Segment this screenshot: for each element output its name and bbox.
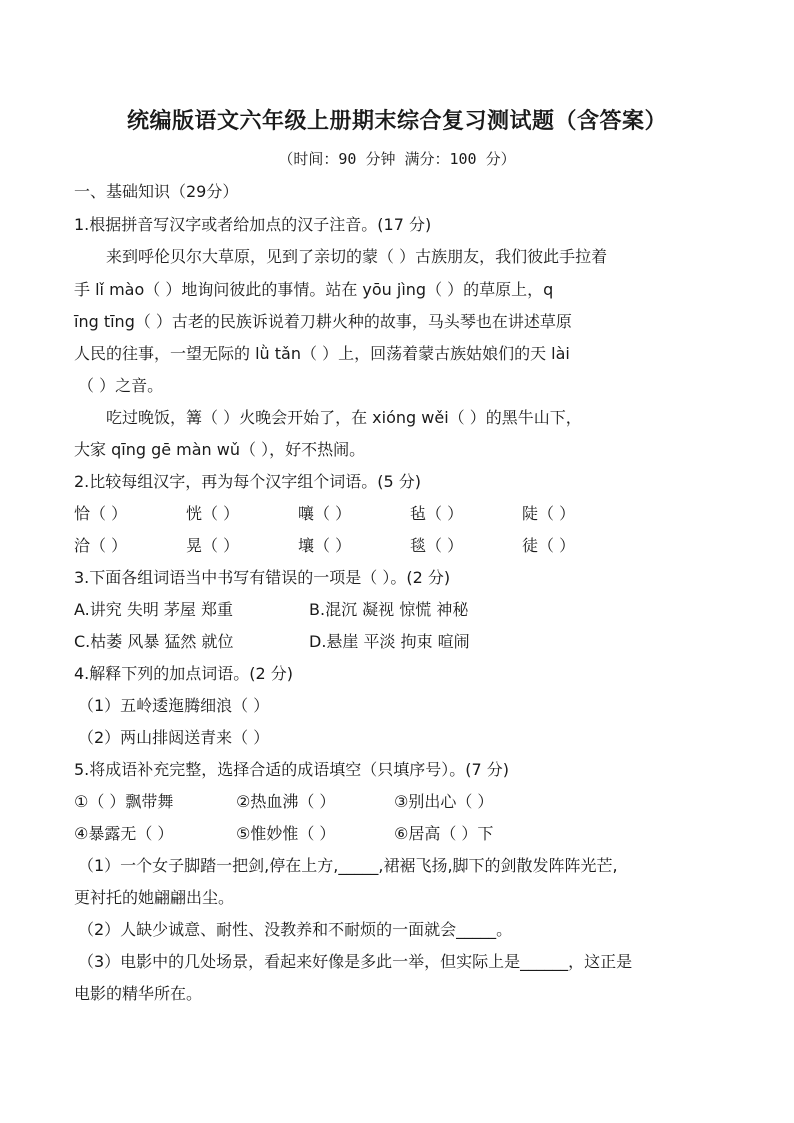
q1-line: 手 lǐ mào（ ）地询问彼此的事情。站在 yōu jìng（ ）的草原上，q [74,280,554,299]
q5-idiom: ⑤惟妙惟（ ） [236,824,336,843]
q2-item: 陡（ ） [522,504,576,523]
q5-idiom: ③别出心（ ） [394,792,494,811]
q5-idiom: ①（ ）飘带舞 [74,792,174,811]
q2-title: 2.比较每组汉字，再为每个汉字组个词语。(5 分) [74,472,422,491]
q1-line: 大家 qīng gē màn wǔ（ ），好不热闹。 [74,440,366,459]
q4-item: （2）两山排闼送青来（ ） [78,728,270,747]
q3-option-d: D.悬崖 平淡 拘束 喧闹 [309,632,470,651]
q2-item: 恍（ ） [186,504,240,523]
q4-item: （1）五岭逶迤腾细浪（ ） [78,696,270,715]
q3-option-c: C.枯萎 风暴 猛然 就位 [74,632,234,651]
q5-item: （1）一个女子脚踏一把剑,停在上方,_____,裙裾飞扬,脚下的剑散发阵阵光芒, [78,856,618,875]
q1-line: 人民的往事，一望无际的 lǜ tǎn（ ）上，回荡着蒙古族姑娘们的天 lài [74,344,570,363]
q5-idiom-row [74,823,552,845]
q1-line: 吃过晚饭，篝（ ）火晚会开始了，在 xióng wěi（ ）的黑牛山下， [106,408,582,427]
page-title: 统编版语文六年级上册期末综合复习测试题（含答案） [126,109,667,134]
page-subtitle: （时间：90 分钟 满分：100 分） [278,150,516,168]
q2-item: 嚷（ ） [298,504,352,523]
q1-line: īng tīng（ ）古老的民族诉说着刀耕火种的故事，马头琴也在讲述草原 [74,312,572,331]
q5-idiom-row [74,791,552,813]
q3-option-a: A.讲究 失明 茅屋 郑重 [74,600,234,619]
q5-idiom: ②热血沸（ ） [236,792,336,811]
q3-title: 3.下面各组词语当中书写有错误的一项是（ ）。(2 分) [74,568,451,587]
q2-row [74,535,634,557]
q5-idiom: ⑥居高（ ）下 [394,824,494,843]
q3-options-row [74,631,470,653]
q1-line: 来到呼伦贝尔大草原，见到了亲切的蒙（ ）古族朋友，我们彼此手拉着 [106,247,608,266]
q2-row [74,503,634,525]
q4-title: 4.解释下列的加点词语。(2 分) [74,664,294,683]
q1-title: 1.根据拼音写汉字或者给加点的汉子注音。(17 分) [74,215,432,234]
q3-options-row [74,599,468,621]
q2-item: 晃（ ） [186,536,240,555]
q5-idiom: ④暴露无（ ） [74,824,174,843]
q2-item: 徒（ ） [522,536,576,555]
q3-option-b: B.混沉 凝视 惊慌 神秘 [309,600,469,619]
q2-item: 恰（ ） [74,504,128,523]
q5-item: 更衬托的她翩翩出尘。 [74,888,235,907]
q2-item: 毯（ ） [410,536,464,555]
q2-item: 洽（ ） [74,536,128,555]
q5-title: 5.将成语补充完整，选择合适的成语填空（只填序号）。(7 分) [74,760,510,779]
q5-item: （2）人缺少诚意、耐性、没教养和不耐烦的一面就会_____。 [78,920,513,939]
q1-line: （ ）之音。 [78,376,164,395]
q5-item: 电影的精华所在。 [74,984,203,1003]
q5-item: （3）电影中的几处场景，看起来好像是多此一举，但实际上是______，这正是 [78,952,633,971]
q2-item: 壤（ ） [298,536,352,555]
q2-item: 毡（ ） [410,504,464,523]
section-heading: 一、基础知识（29分） [74,182,239,201]
